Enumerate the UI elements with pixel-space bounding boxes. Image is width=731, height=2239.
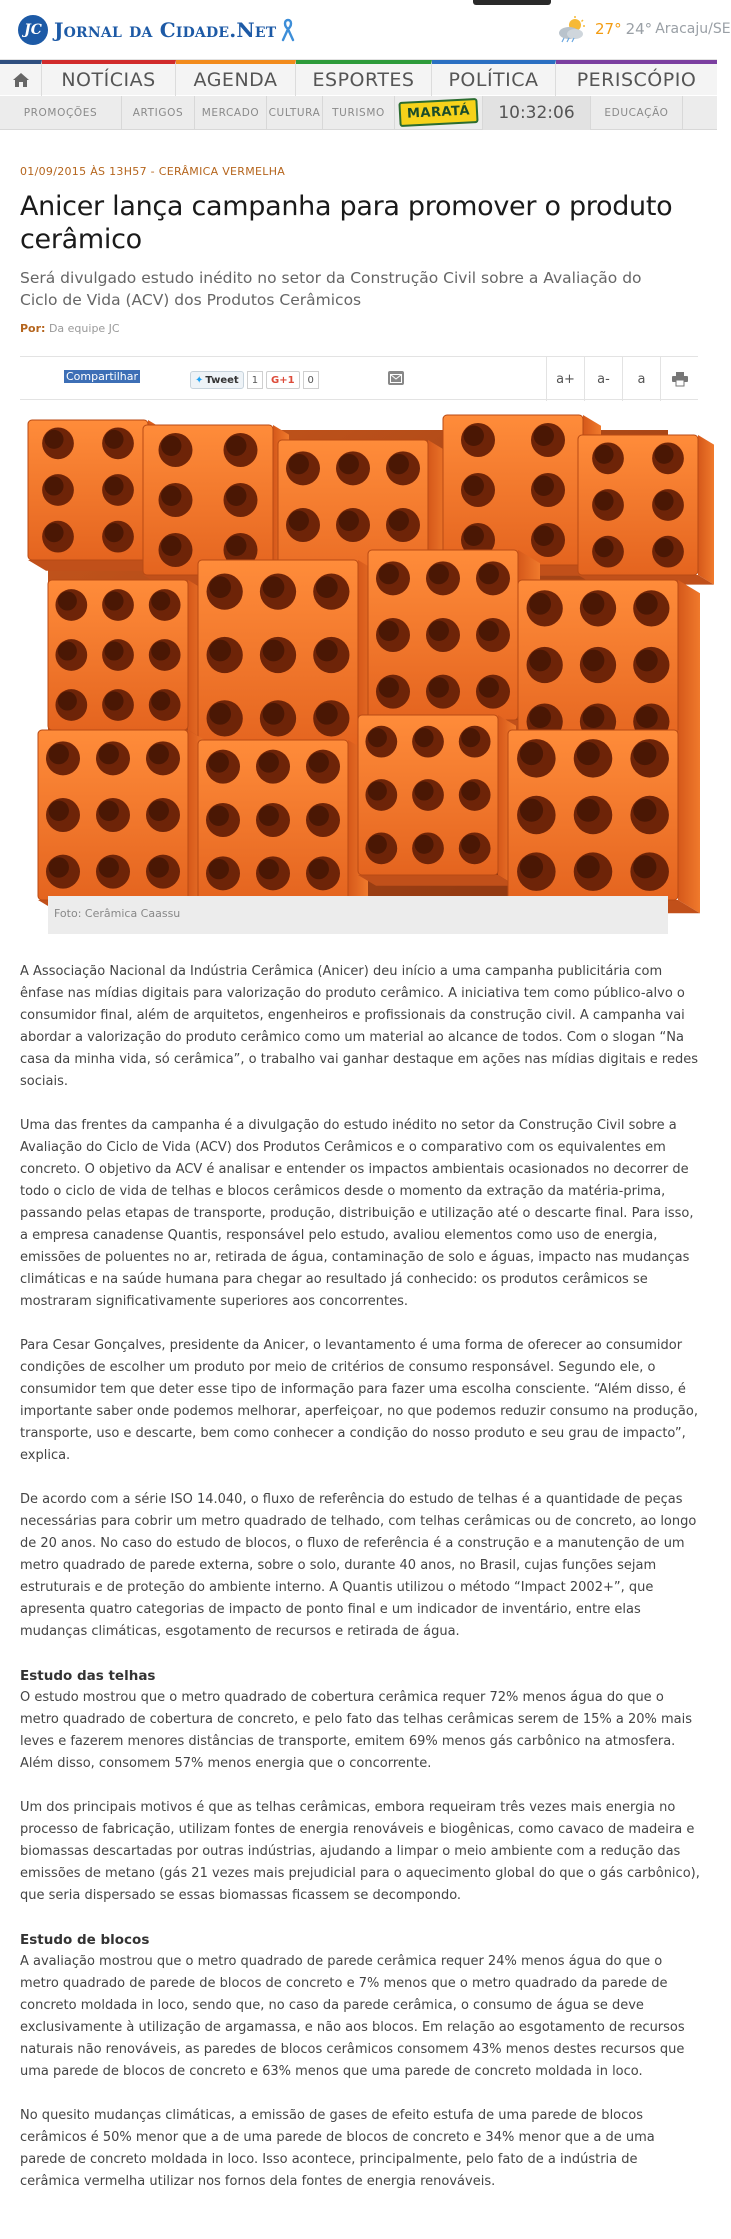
- brick-shape: [48, 580, 208, 742]
- article-tools: [546, 357, 698, 401]
- font-increase-button[interactable]: a+: [546, 357, 584, 401]
- nav-noticias[interactable]: NOTÍCIAS: [42, 60, 176, 96]
- marata-logo: MARATÁ: [398, 98, 478, 127]
- paragraph: O estudo mostrou que o metro quadrado de cobertura cerâmica requer 72% menos água do que o metro quadrado de cobertura de concreto, e pelo fato das telhas cerâmicas serem de 15% a 20% mais leves e fazerem menores distâncias de transporte, emitem 69% menos gás carbônico na atmosfera. Além disso, consomem 57% menos energia que o concorrente.: [20, 1690, 693, 1771]
- subnav-mercado[interactable]: MERCADO: [195, 96, 267, 130]
- article-photo[interactable]: [48, 430, 668, 896]
- logo-text: Jornal da Cidade.Net: [54, 18, 277, 42]
- printer-icon: [672, 372, 688, 386]
- paragraph: De acordo com a série ISO 14.040, o fluxo de referência do estudo de telhas é a quantidade de peças necessárias para cobrir um metro quadrado de telhado, com telhas cerâmicas ou de concreto, ao longo de 20 anos. No caso do estudo de blocos, o fluxo de referência é a construção e a manutenção de um metro quadrado de parede externa, sobre o solo, durante 40 anos, no Brasil, cujas funções sejam estruturais e de proteção do ambiente interno. A Quantis utilizou o método “Impact 2002+”, que apresenta quatro categorias de impacto de ponto final e um indicador de inventário, entre elas mudanças climáticas, esgotamento de recursos e retirada de água.: [20, 1492, 697, 1639]
- article-subtitle: Será divulgado estudo inédito no setor da Construção Civil sobre a Avaliação do Ciclo de Vida (ACV) dos Produtos Cerâmicos: [20, 269, 642, 309]
- brick-shape: [198, 740, 368, 912]
- logo-badge: JC: [18, 15, 48, 45]
- subnav-cultura[interactable]: CULTURA: [267, 96, 323, 130]
- email-button[interactable]: [388, 371, 404, 385]
- ceramic-bricks-image: [48, 430, 668, 896]
- weather-widget[interactable]: [555, 14, 731, 44]
- marata-banner[interactable]: [395, 96, 483, 130]
- site-header: [0, 0, 731, 58]
- print-button[interactable]: [660, 357, 698, 401]
- awareness-ribbon-icon: [282, 19, 294, 41]
- mail-icon: [390, 374, 402, 383]
- brick-shape: [38, 730, 208, 912]
- share-link[interactable]: Compartilhar: [66, 370, 139, 383]
- brick-shape: [508, 730, 700, 913]
- font-decrease-button[interactable]: a-: [584, 357, 622, 401]
- tweet-button[interactable]: [190, 371, 244, 389]
- subnav-turismo[interactable]: TURISMO: [323, 96, 395, 130]
- article-body: [20, 961, 700, 2215]
- section-heading: Estudo de blocos: [20, 1932, 150, 1948]
- gplus-button[interactable]: G+1: [266, 371, 300, 389]
- nav-esportes[interactable]: ESPORTES: [296, 60, 432, 96]
- byline-author: Da equipe JC: [48, 322, 120, 335]
- paragraph: No quesito mudanças climáticas, a emissão de gases de efeito estufa de uma parede de blocos cerâmicos é 50% menor que a de uma parede de blocos de concreto e 34% menor que a de uma parede de concreto moldada in loco. Isso acontece, principalmente, pelo fato de a indústria de cerâmica vermelha utilizar nos fornos dela fontes de energia renováveis.: [20, 2108, 655, 2189]
- section-heading: Estudo das telhas: [20, 1668, 156, 1684]
- paragraph: Um dos principais motivos é que as telhas cerâmicas, embora requeiram três vezes mais energia no processo de fabricação, utilizam fontes de energia renováveis e biogênicas, como cavaco de madeira e biomassas descartadas por outras indústrias, ajudando a limpar o meio ambiente com a redução das emissões de metano (gás 21 vezes mais prejudicial para o aquecimento global do que o gás carbônico), que seria dispersado se essas biomassas ficassem se decompondo.: [20, 1800, 700, 1903]
- paragraph: A Associação Nacional da Indústria Cerâmica (Anicer) deu início a uma campanha publicitária com ênfase nas mídias digitais para valorização do produto cerâmico. A iniciativa tem como público-alvo o consumidor final, além de arquitetos, engenheiros e profissionais da construção civil. A campanha vai abordar a valorização do produto cerâmico como um material ao alcance de todos. Com o slogan “Na casa da minha vida, só cerâmica”, o trabalho vai ganhar destaque em ações nas mídias digitais e redes sociais.: [20, 964, 698, 1089]
- subnav-educacao[interactable]: EDUCAÇÃO: [591, 96, 683, 130]
- gplus-widget: [266, 371, 319, 389]
- share-bar: [20, 356, 698, 400]
- byline-prefix: Por:: [20, 322, 46, 335]
- tweet-widget: [190, 371, 263, 389]
- article-meta: 01/09/2015 ÀS 13H57 - CERÂMICA VERMELHA: [20, 165, 286, 178]
- brick-shape: [368, 550, 540, 733]
- paragraph: Uma das frentes da campanha é a divulgação do estudo inédito no setor da Construção Civil sobre a Avaliação do Ciclo de Vida (ACV) dos Produtos Cerâmicos e o comparativo com os equivalentes em concreto. O objetivo da ACV é analisar e entender os impactos ambientais ocasionados no decorrer de todo o ciclo de vida de telhas e blocos cerâmicos desde o momento da extração da matéria-prima, passando pelas etapas de transporte, produção, distribuição e utilização até o descarte final. Para isso, a empresa canadense Quantis, responsável pelo estudo, avaliou elementos como uso de energia, emissões de poluentes no ar, retirada de água, contaminação de solo e águas, impacto nas mudanças climáticas e na saúde humana para chegar ao resultado já conhecido: os produtos cerâmicos se mostraram significativamente superiores aos concorrentes.: [20, 1118, 694, 1309]
- main-nav: [0, 59, 717, 95]
- gplus-count: 0: [303, 371, 319, 389]
- brick-shape: [358, 715, 516, 886]
- tweet-label: Tweet: [205, 374, 239, 386]
- temperature-high: 27°: [595, 20, 622, 38]
- nav-agenda[interactable]: AGENDA: [176, 60, 296, 96]
- home-icon: [13, 73, 29, 87]
- temperature-low: 24°: [625, 20, 653, 38]
- sub-nav: [0, 96, 717, 130]
- clock: 10:32:06: [483, 96, 591, 130]
- byline: [20, 322, 120, 335]
- nav-periscopio[interactable]: PERISCÓPIO: [556, 60, 717, 96]
- photo-caption: Foto: Cerâmica Caassu: [48, 896, 668, 934]
- tweet-count: 1: [247, 371, 263, 389]
- paragraph: A avaliação mostrou que o metro quadrado de parede cerâmica requer 24% menos água do que o metro quadrado de parede de blocos de concreto e 7% menos que o metro quadrado da parede de concreto moldada in loco, sendo que, no caso da parede cerâmica, o consumo de água se deve exclusivamente à utilização de argamassa, e não aos blocos. Em relação ao esgotamento de recursos naturais não renováveis, as paredes de blocos cerâmicos consomem 43% menos destes recursos que uma parede de blocos de concreto e 63% menos que uma parede de concreto moldada in loco.: [20, 1954, 685, 2079]
- subnav-promocoes[interactable]: PROMOÇÕES: [0, 96, 122, 130]
- nav-politica[interactable]: POLÍTICA: [432, 60, 556, 96]
- brick-shape: [198, 560, 382, 764]
- home-button[interactable]: [0, 60, 42, 96]
- weather-city: Aracaju/SE: [655, 21, 731, 37]
- paragraph: Para Cesar Gonçalves, presidente da Anicer, o levantamento é uma forma de oferecer ao consumidor condições de escolher um produto por meio de critérios de consumo responsável. Segundo ele, o consumidor tem que deter esse tipo de informação para fazer uma escolha consciente. “Além disso, é importante saber onde podemos melhorar, aperfeiçoar, no que podemos reduzir consumo na produção, transporte, uso e descarte, bem como conhecer a condição do nosso produto e seu grau de impacto”, explica.: [20, 1338, 698, 1463]
- article-title: Anicer lança campanha para promover o produto cerâmico: [20, 191, 673, 255]
- subnav-artigos[interactable]: ARTIGOS: [122, 96, 195, 130]
- cloud-sun-icon: [555, 16, 589, 42]
- site-logo[interactable]: [18, 14, 294, 46]
- font-reset-button[interactable]: a: [622, 357, 660, 401]
- top-tab[interactable]: [473, 0, 551, 5]
- brick-shape: [578, 435, 714, 585]
- twitter-icon: ✦: [195, 374, 204, 386]
